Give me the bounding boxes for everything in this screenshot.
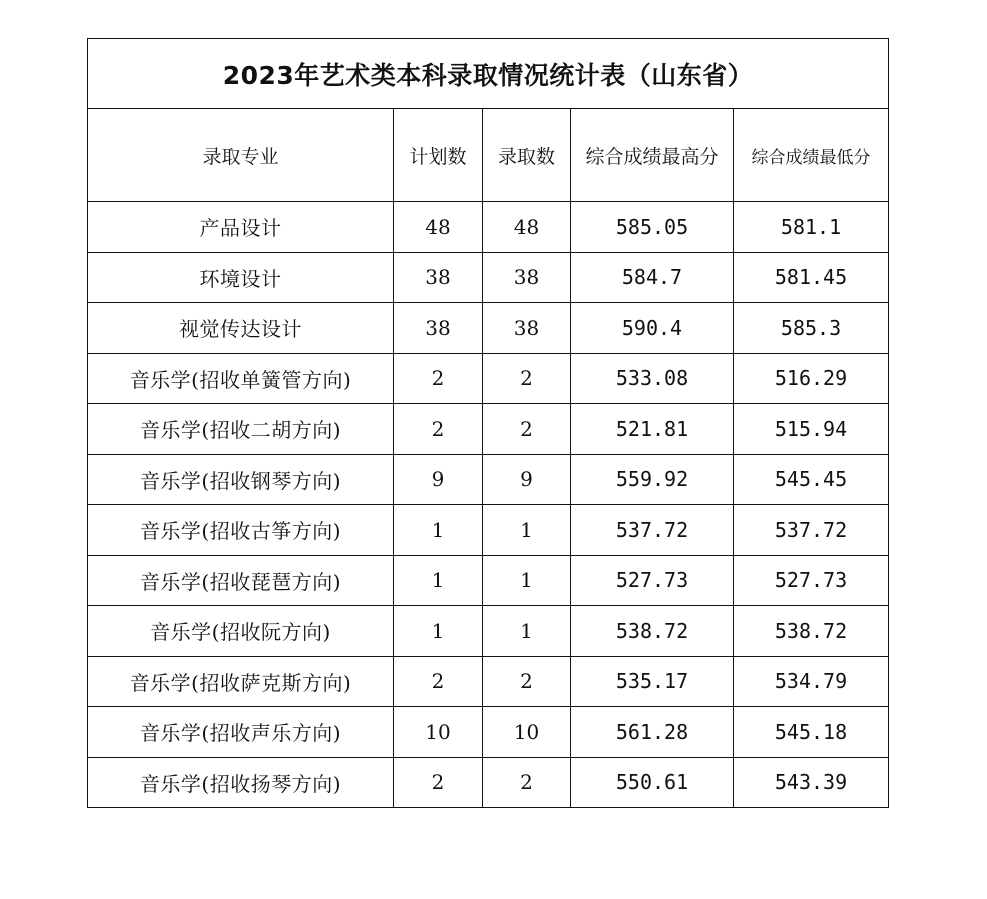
plan-cell: 38 [394, 252, 483, 303]
min-score-cell: 581.1 [734, 202, 889, 253]
admitted-cell: 48 [483, 202, 571, 253]
table-row [88, 404, 889, 455]
plan-cell: 1 [394, 505, 483, 556]
header-row [88, 109, 889, 202]
admitted-cell: 2 [483, 404, 571, 455]
max-score-cell: 584.7 [571, 252, 734, 303]
major-cell: 音乐学(招收单簧管方向) [88, 353, 394, 404]
admitted-cell: 10 [483, 707, 571, 758]
major-cell: 产品设计 [88, 202, 394, 253]
major-cell: 音乐学(招收阮方向) [88, 606, 394, 657]
admitted-cell: 1 [483, 606, 571, 657]
plan-cell: 2 [394, 404, 483, 455]
major-cell: 音乐学(招收二胡方向) [88, 404, 394, 455]
table-row [88, 757, 889, 808]
plan-cell: 9 [394, 454, 483, 505]
table-row [88, 707, 889, 758]
plan-cell: 2 [394, 353, 483, 404]
table-row [88, 353, 889, 404]
major-cell: 音乐学(招收声乐方向) [88, 707, 394, 758]
max-score-cell: 585.05 [571, 202, 734, 253]
admitted-cell: 1 [483, 555, 571, 606]
table-row [88, 252, 889, 303]
max-score-cell: 537.72 [571, 505, 734, 556]
table-row [88, 656, 889, 707]
table-row [88, 555, 889, 606]
table-row [88, 202, 889, 253]
min-score-cell: 527.73 [734, 555, 889, 606]
min-score-cell: 537.72 [734, 505, 889, 556]
min-score-cell: 515.94 [734, 404, 889, 455]
max-score-cell: 527.73 [571, 555, 734, 606]
max-score-cell: 538.72 [571, 606, 734, 657]
header-admitted: 录取数 [483, 109, 571, 202]
header-major: 录取专业 [88, 109, 394, 202]
max-score-cell: 590.4 [571, 303, 734, 354]
admission-table [87, 38, 889, 808]
header-max-score: 综合成绩最高分 [571, 109, 734, 202]
header-min-score: 综合成绩最低分 [734, 109, 889, 202]
min-score-cell: 516.29 [734, 353, 889, 404]
table-row [88, 505, 889, 556]
max-score-cell: 521.81 [571, 404, 734, 455]
admitted-cell: 1 [483, 505, 571, 556]
plan-cell: 1 [394, 606, 483, 657]
major-cell: 音乐学(招收古筝方向) [88, 505, 394, 556]
admitted-cell: 2 [483, 757, 571, 808]
admitted-cell: 2 [483, 353, 571, 404]
min-score-cell: 585.3 [734, 303, 889, 354]
admitted-cell: 38 [483, 303, 571, 354]
major-cell: 环境设计 [88, 252, 394, 303]
max-score-cell: 561.28 [571, 707, 734, 758]
admitted-cell: 9 [483, 454, 571, 505]
max-score-cell: 535.17 [571, 656, 734, 707]
major-cell: 音乐学(招收扬琴方向) [88, 757, 394, 808]
min-score-cell: 543.39 [734, 757, 889, 808]
admitted-cell: 2 [483, 656, 571, 707]
max-score-cell: 550.61 [571, 757, 734, 808]
plan-cell: 10 [394, 707, 483, 758]
plan-cell: 1 [394, 555, 483, 606]
plan-cell: 38 [394, 303, 483, 354]
table-row [88, 303, 889, 354]
min-score-cell: 538.72 [734, 606, 889, 657]
plan-cell: 48 [394, 202, 483, 253]
table-title: 2023年艺术类本科录取情况统计表（山东省） [88, 39, 889, 109]
min-score-cell: 545.45 [734, 454, 889, 505]
min-score-cell: 581.45 [734, 252, 889, 303]
min-score-cell: 545.18 [734, 707, 889, 758]
major-cell: 音乐学(招收琵琶方向) [88, 555, 394, 606]
max-score-cell: 533.08 [571, 353, 734, 404]
min-score-cell: 534.79 [734, 656, 889, 707]
plan-cell: 2 [394, 656, 483, 707]
major-cell: 音乐学(招收钢琴方向) [88, 454, 394, 505]
table-row [88, 454, 889, 505]
plan-cell: 2 [394, 757, 483, 808]
major-cell: 音乐学(招收萨克斯方向) [88, 656, 394, 707]
table-row [88, 606, 889, 657]
max-score-cell: 559.92 [571, 454, 734, 505]
header-plan: 计划数 [394, 109, 483, 202]
admitted-cell: 38 [483, 252, 571, 303]
major-cell: 视觉传达设计 [88, 303, 394, 354]
